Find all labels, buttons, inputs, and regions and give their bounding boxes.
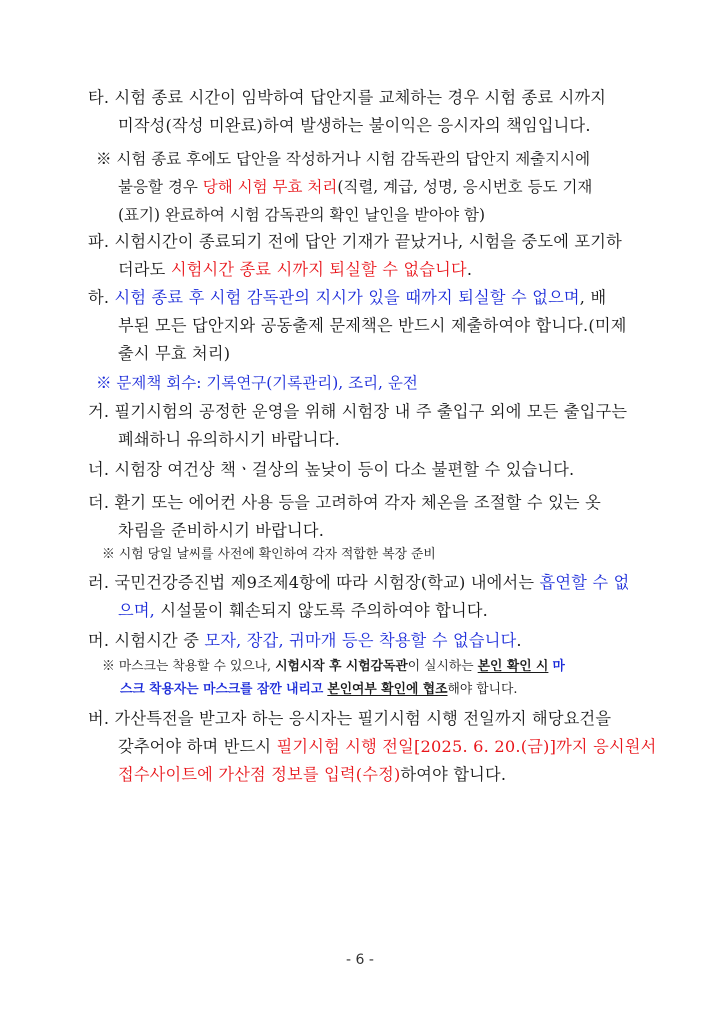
meo-period: .: [516, 631, 522, 650]
note4-line1: [102, 655, 658, 678]
note-mask: [102, 655, 658, 701]
item-beo-line1: 버. 가산특전을 받고자 하는 응시자는 필기시험 시행 전일까지 해당요건을: [88, 709, 612, 728]
item-reo: [88, 569, 654, 625]
note1-text: 불응할 경우: [118, 178, 203, 196]
note4-underline: 본인 확인 시: [477, 659, 549, 674]
note-answer-after-end: [96, 145, 656, 229]
pa-text: 더라도: [118, 260, 171, 279]
ha-marker: 하.: [88, 288, 115, 307]
note1-line3: (표기) 완료하여 시험 감독관의 확인 날인을 받아야 함): [118, 206, 486, 224]
item-beo: [88, 705, 657, 789]
note4-line2: [102, 678, 658, 701]
item-geo-line1: 거. 필기시험의 공정한 운영을 위해 시험장 내 주 출입구 외에 모든 출입구는: [88, 402, 628, 421]
note4-highlight-cont: 스크 착용자는 마스크를 잠깐 내리고: [120, 682, 324, 697]
note1-line2: [96, 173, 656, 201]
item-beo-line2: [88, 733, 657, 761]
note4-underline2: 본인여부 확인에 협조: [327, 682, 448, 697]
beo-highlight-cont: 접수사이트에 가산점 정보를 입력(수정): [118, 765, 401, 784]
item-ta-line2: 미작성(작성 미완료)하여 발생하는 불이익은 응시자의 책임입니다.: [118, 116, 591, 135]
pa-highlight: 시험시간 종료 시까지 퇴실할 수 없습니다: [170, 260, 467, 279]
item-deo: [88, 489, 654, 545]
item-beo-line3: [88, 761, 654, 789]
note2-line1: ※ 문제책 회수: 기록연구(기록관리), 조리, 운전: [96, 374, 418, 392]
note4-text-end: 해야 합니다.: [447, 682, 518, 697]
note4-bold: 시험시작 후 시험감독관: [275, 659, 408, 674]
item-pa-line2: [88, 256, 654, 284]
reo-highlight-cont: 으며,: [118, 601, 156, 620]
item-neo: [88, 456, 654, 484]
item-meo-line1: [88, 627, 654, 655]
item-reo-line2: [88, 597, 654, 625]
beo-text-end: 하여야 합니다.: [400, 765, 507, 784]
item-geo-line2: 폐쇄하니 유의하시기 바랍니다.: [118, 430, 340, 449]
beo-highlight: 필기시험 시행 전일[2025. 6. 20.(금)]까지 응시원서: [276, 737, 657, 756]
item-meo: [88, 627, 654, 655]
item-deo-line1: 더. 환기 또는 에어컨 사용 등을 고려하여 각자 체온을 조절할 수 있는 옷: [88, 493, 601, 512]
reo-text-cont: 시설물이 훼손되지 않도록 주의하여야 합니다.: [155, 601, 489, 620]
note1-invalid-highlight: 당해 시험 무효 처리: [202, 178, 338, 196]
reo-text: 러. 국민건강증진법 제9조제4항에 따라 시험장(학교) 내에서는: [88, 573, 540, 592]
item-ha-line2: 부된 모든 답안지와 공동출제 문제책은 반드시 제출하여야 합니다.(미제: [118, 316, 627, 335]
item-ha-line1: [88, 284, 654, 312]
item-pa: [88, 228, 654, 284]
note4-text-cont: 이 실시하는: [407, 659, 478, 674]
item-ta: [88, 84, 654, 140]
note1-text-cont: (직렬, 계급, 성명, 응시번호 등도 기재: [337, 178, 593, 196]
note4-text: ※ 마스크는 착용할 수 있으나,: [102, 659, 276, 674]
pa-period: .: [466, 260, 473, 279]
item-geo: [88, 398, 654, 454]
meo-highlight: 모자, 장갑, 귀마개 등은 착용할 수 없습니다: [204, 631, 517, 650]
note3-line1: ※ 시험 당일 날씨를 사전에 확인하여 각자 적합한 복장 준비: [102, 547, 436, 562]
note-weather: [102, 543, 658, 566]
item-neo-line1: 너. 시험장 여건상 책ㆍ걸상의 높낮이 등이 다소 불편할 수 있습니다.: [88, 460, 575, 479]
meo-text: 머. 시험시간 중: [88, 631, 205, 650]
beo-text: 갖추어야 하며 반드시: [118, 737, 277, 756]
item-ha-line3: 출시 무효 처리): [118, 344, 231, 363]
note1-line1: ※ 시험 종료 후에도 답안을 작성하거나 시험 감독관의 답안지 제출지시에: [96, 150, 591, 168]
item-pa-line1: 파. 시험시간이 종료되기 전에 답안 기재가 끝났거나, 시험을 중도에 포기하: [88, 232, 622, 251]
ha-text-cont: , 배: [579, 288, 607, 307]
note-booklet-collection: [96, 369, 656, 397]
item-reo-line1: [88, 569, 654, 597]
item-ta-line1: 타. 시험 종료 시간이 임박하여 답안지를 교체하는 경우 시험 종료 시까지: [88, 88, 607, 107]
ha-highlight: 시험 종료 후 시험 감독관의 지시가 있을 때까지 퇴실할 수 없으며: [114, 288, 580, 307]
item-ha: [88, 284, 654, 368]
item-deo-line2: 차림을 준비하시기 바랍니다.: [118, 521, 325, 540]
reo-highlight: 흡연할 수 없: [539, 573, 630, 592]
note4-highlight: 마: [552, 659, 565, 674]
page-number: - 6 -: [346, 952, 374, 968]
